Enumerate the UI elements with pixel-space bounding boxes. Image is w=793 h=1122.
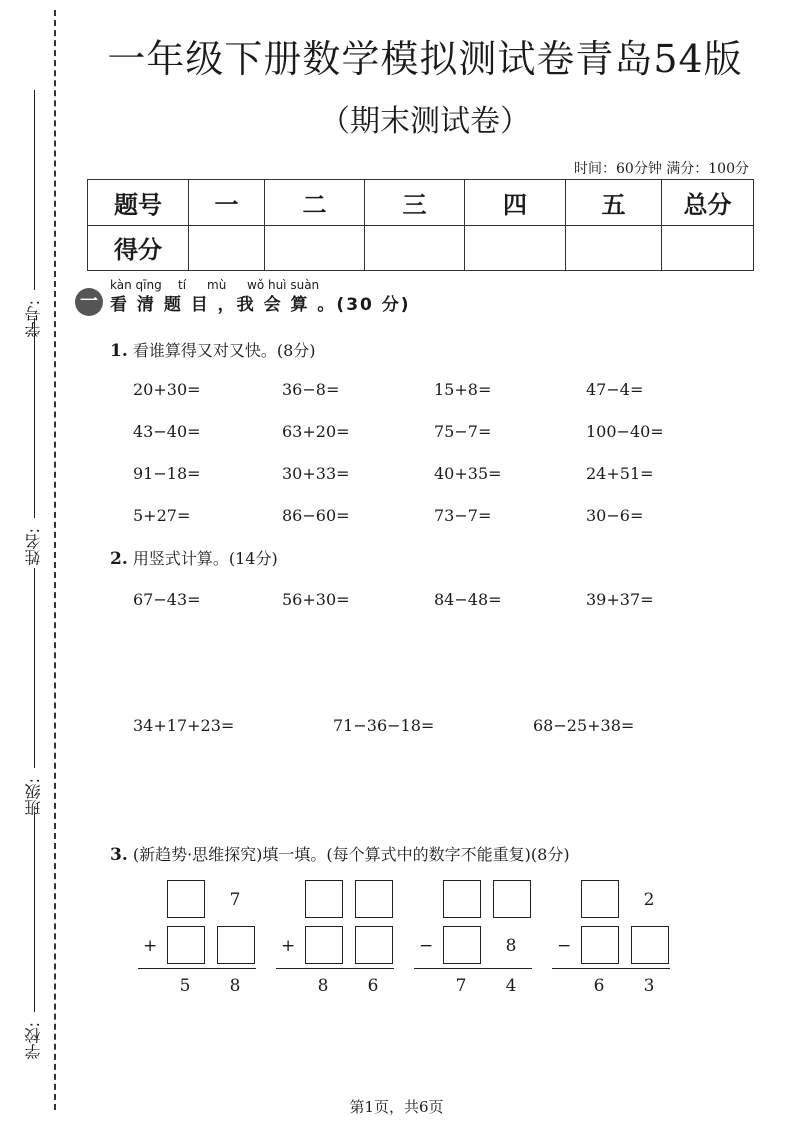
vertical-calc-equation: 71−36−18= bbox=[333, 716, 435, 735]
section-title: 看 清 题 目 ，我 会 算 。(30 分) bbox=[110, 295, 411, 315]
operator-sign: − bbox=[557, 936, 572, 956]
school-label: 学校: bbox=[24, 1022, 43, 1060]
page-title: 一年级下册数学模拟测试卷青岛54版 bbox=[107, 37, 743, 81]
vertical-calc-equation: 39+37= bbox=[586, 590, 654, 609]
score-cell[interactable] bbox=[189, 225, 265, 271]
question-2 bbox=[110, 546, 278, 569]
fill-in-group-4 bbox=[552, 880, 672, 1000]
answer-box[interactable] bbox=[581, 926, 619, 964]
result-digit: 4 bbox=[505, 976, 517, 996]
question-3 bbox=[110, 842, 570, 865]
equation: 47−4= bbox=[586, 380, 644, 399]
equation: 30+33= bbox=[282, 464, 350, 483]
equation: 30−6= bbox=[586, 506, 644, 525]
question-number: 1. bbox=[110, 341, 128, 361]
page-subtitle: （期末测试卷） bbox=[320, 104, 530, 139]
answer-box[interactable] bbox=[167, 880, 205, 918]
vertical-calc-equation: 34+17+23= bbox=[133, 716, 235, 735]
result-digit: 8 bbox=[317, 976, 329, 996]
exam-info: 时间：60分钟 满分：100分 bbox=[574, 161, 749, 177]
student-id-label: 学号: bbox=[24, 300, 43, 338]
given-digit: 8 bbox=[505, 936, 517, 956]
equation: 43−40= bbox=[133, 422, 201, 441]
student-id-field[interactable] bbox=[8, 90, 48, 350]
vertical-calc-equation: 84−48= bbox=[434, 590, 502, 609]
answer-box[interactable] bbox=[305, 926, 343, 964]
class-line bbox=[34, 568, 35, 768]
student-id-line bbox=[34, 90, 35, 290]
equation: 15+8= bbox=[434, 380, 492, 399]
fill-in-group-3 bbox=[414, 880, 534, 1000]
difference-line bbox=[552, 968, 670, 969]
school-field[interactable] bbox=[8, 812, 48, 1072]
equation: 100−40= bbox=[586, 422, 664, 441]
vertical-calc-equation: 67−43= bbox=[133, 590, 201, 609]
name-line bbox=[34, 318, 35, 518]
answer-box[interactable] bbox=[217, 926, 255, 964]
class-field[interactable] bbox=[8, 568, 48, 828]
given-digit: 2 bbox=[643, 890, 655, 910]
equation: 73−7= bbox=[434, 506, 492, 525]
sum-line bbox=[138, 968, 256, 969]
score-header-cell: 三 bbox=[365, 180, 465, 226]
school-line bbox=[34, 812, 35, 1012]
pinyin-text: wǒ huì suàn bbox=[247, 278, 320, 292]
answer-box[interactable] bbox=[443, 880, 481, 918]
class-label: 班级: bbox=[24, 778, 43, 816]
section-number-badge: 一 bbox=[75, 288, 103, 316]
equation: 36−8= bbox=[282, 380, 340, 399]
given-digit: 7 bbox=[229, 890, 241, 910]
equation: 20+30= bbox=[133, 380, 201, 399]
score-cell[interactable] bbox=[465, 225, 566, 271]
score-header-cell: 题号 bbox=[88, 180, 189, 226]
score-header-cell: 五 bbox=[566, 180, 662, 226]
score-cell[interactable] bbox=[365, 225, 465, 271]
name-label: 姓名: bbox=[24, 528, 43, 566]
equation: 5+27= bbox=[133, 506, 191, 525]
difference-line bbox=[414, 968, 532, 969]
score-table-header-row bbox=[88, 180, 754, 226]
pinyin-text: tí bbox=[178, 278, 187, 292]
answer-box[interactable] bbox=[355, 926, 393, 964]
sum-line bbox=[276, 968, 394, 969]
equation: 63+20= bbox=[282, 422, 350, 441]
question-text: 看谁算得又对又快。(8分) bbox=[132, 341, 316, 360]
question-text: (新趋势·思维探究)填一填。(每个算式中的数字不能重复)(8分) bbox=[132, 845, 570, 864]
score-header-cell: 四 bbox=[465, 180, 566, 226]
question-number: 2. bbox=[110, 549, 128, 569]
score-header-cell: 一 bbox=[189, 180, 265, 226]
question-text: 用竖式计算。(14分) bbox=[132, 549, 278, 568]
result-digit: 5 bbox=[179, 976, 191, 996]
equation: 24+51= bbox=[586, 464, 654, 483]
question-number: 3. bbox=[110, 845, 128, 865]
equation: 91−18= bbox=[133, 464, 201, 483]
answer-box[interactable] bbox=[305, 880, 343, 918]
equation: 86−60= bbox=[282, 506, 350, 525]
fill-in-group-2 bbox=[276, 880, 396, 1000]
name-field[interactable] bbox=[8, 318, 48, 578]
score-table bbox=[87, 179, 754, 271]
result-digit: 6 bbox=[593, 976, 605, 996]
score-table-score-row bbox=[88, 225, 754, 271]
question-1 bbox=[110, 338, 316, 361]
result-digit: 8 bbox=[229, 976, 241, 996]
score-header-cell: 二 bbox=[265, 180, 365, 226]
vertical-calc-equation: 56+30= bbox=[282, 590, 350, 609]
score-cell[interactable] bbox=[265, 225, 365, 271]
answer-box[interactable] bbox=[581, 880, 619, 918]
answer-box[interactable] bbox=[631, 926, 669, 964]
answer-box[interactable] bbox=[443, 926, 481, 964]
vertical-calc-equation: 68−25+38= bbox=[533, 716, 635, 735]
result-digit: 3 bbox=[643, 976, 655, 996]
score-cell[interactable] bbox=[662, 225, 754, 271]
score-row-label: 得分 bbox=[88, 225, 189, 271]
page-number: 第1页，共6页 bbox=[349, 1098, 444, 1116]
equation: 75−7= bbox=[434, 422, 492, 441]
result-digit: 6 bbox=[367, 976, 379, 996]
binding-dashed-line bbox=[54, 10, 56, 1110]
score-cell[interactable] bbox=[566, 225, 662, 271]
answer-box[interactable] bbox=[355, 880, 393, 918]
score-header-cell: 总分 bbox=[662, 180, 754, 226]
result-digit: 7 bbox=[455, 976, 467, 996]
operator-sign: − bbox=[419, 936, 434, 956]
pinyin-text: mù bbox=[207, 278, 227, 292]
equation: 40+35= bbox=[434, 464, 502, 483]
fill-in-group-1 bbox=[138, 880, 258, 1000]
answer-box[interactable] bbox=[167, 926, 205, 964]
answer-box[interactable] bbox=[493, 880, 531, 918]
pinyin-text: kàn qīng bbox=[110, 278, 162, 292]
operator-sign: + bbox=[143, 936, 158, 956]
operator-sign: + bbox=[281, 936, 296, 956]
